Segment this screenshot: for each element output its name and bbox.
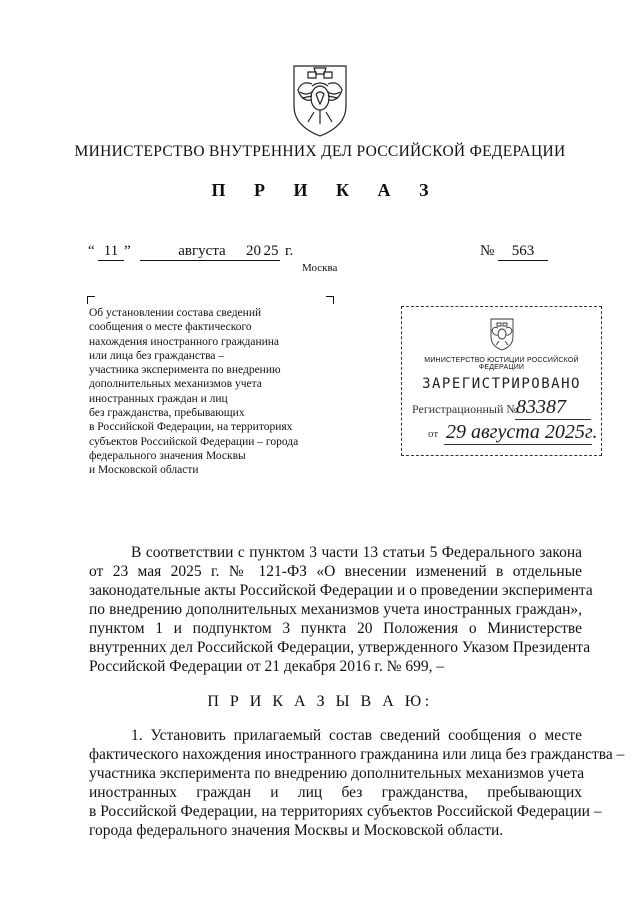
date-year-prefix: 20 [246,243,261,259]
preamble-line: по внедрению дополнительных механизмов учета иностранных граждан», [89,601,582,618]
stamp-registered-label: ЗАРЕГИСТРИРОВАНО [422,376,581,392]
item-1-paragraph [89,726,625,840]
order-number [480,243,560,263]
subject-line: дополнительных механизмов учета [89,378,262,391]
stamp-ministry-name: МИНИСТЕРСТВО ЮСТИЦИИ РОССИЙСКОЙ ФЕДЕРАЦИИ [424,357,579,371]
date-month: августа [140,243,264,261]
item-1-line: участника эксперимента по внедрению дополнительных механизмов учета [89,765,585,782]
ministry-name: МИНИСТЕРСТВО ВНУТРЕННИХ ДЕЛ РОССИЙСКОЙ ФЕДЕРАЦИИ [74,143,566,160]
coat-of-arms-emblem [288,62,352,138]
subject-line: сообщения о месте фактического [89,321,252,334]
number-sign: № [480,243,495,259]
date-quote-open: “ [88,243,95,259]
preamble-line: внутренних дел Российской Федерации, утвержденного Указом Президента [89,639,591,656]
item-1-line: города федерального значения Москвы и Московской области. [89,822,504,839]
subject-line: Об установлении состава сведений [89,307,262,319]
preamble-line: законодательные акты Российской Федерации и о проведении эксперимента [89,582,593,599]
item-1-line: фактического нахождения иностранного гражданина или лица без гражданства – [89,746,625,763]
preamble-line: пунктом 1 и подпунктом 3 пункта 20 Положения о Министерстве [89,620,582,637]
stamp-registration-number-label: Регистрационный № [412,402,518,416]
stamp-date-label: от [428,428,439,440]
date-day: 11 [98,243,124,261]
document-type-title: П Р И К А З [211,180,441,200]
order-date [88,243,298,263]
stamp-registration-date: 29 августа 2025г. [446,421,598,443]
preamble-line: от 23 мая 2025 г. № 121-ФЗ «О внесении изменений в отдельные [89,563,582,580]
issuing-city: Москва [302,262,338,274]
date-year-suffix: 25 [263,243,279,259]
item-1-line: в Российской Федерации, на территориях субъектов Российской Федерации – [89,803,602,820]
date-year-unit: г. [285,243,294,259]
item-1-line: иностранных граждан и лиц без гражданства, пребывающих [89,784,582,801]
subject-bracket-right [326,296,334,304]
stamp-date-underline [444,444,592,445]
subject-line: участника эксперимента по внедрению [89,364,281,377]
preamble-line: В соответствии с пунктом 3 части 13 статьи 5 Федерального закона [131,544,582,561]
subject-line: федерального значения Москвы [89,449,246,462]
subject-line: субъектов Российской Федерации – города [89,435,299,448]
decree-heading: П Р И К А З Ы В А Ю: [207,693,433,710]
subject-line: нахождения иностранного гражданина [89,335,280,348]
subject-line: и Московской области [89,464,199,477]
stamp-number-underline [515,419,591,420]
preamble-line: Российской Федерации от 21 декабря 2016 г. № 699, – [89,658,445,675]
preamble-paragraph [89,543,593,676]
stamp-emblem-icon [488,317,516,351]
item-1-line: 1. Установить прилагаемый состав сведений сообщения о месте [131,727,582,744]
subject-line: без гражданства, пребывающих [89,407,245,420]
order-subject [89,306,329,478]
number-value: 563 [498,243,548,261]
subject-line: или лица без гражданства – [89,349,225,362]
registration-stamp [401,306,602,456]
subject-line: иностранных граждан и лиц [89,392,228,405]
subject-bracket-left [87,296,95,304]
date-quote-close: ” [124,243,131,259]
stamp-registration-number: 83387 [516,396,566,418]
subject-line: в Российской Федерации, на территориях [89,421,293,434]
